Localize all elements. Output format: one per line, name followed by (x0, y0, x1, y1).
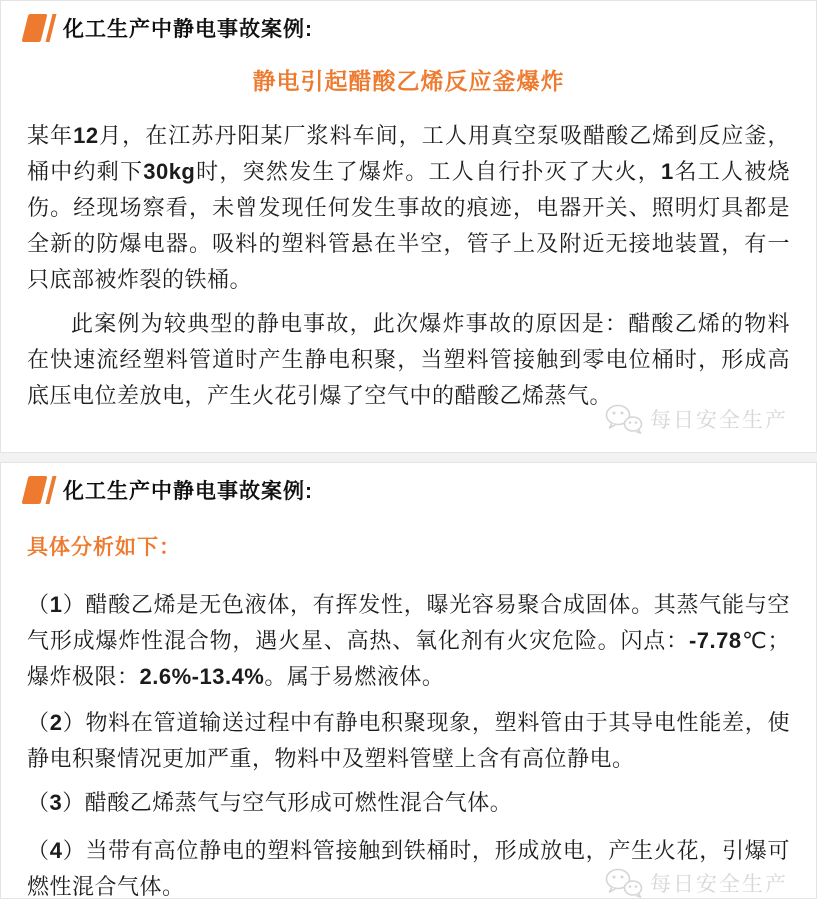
case-title: 静电引起醋酸乙烯反应釜爆炸 (252, 68, 565, 94)
watermark-label: 每日安全生产 (650, 409, 788, 432)
slide-1-header (27, 11, 790, 45)
case-paragraph-2: 此案例为较典型的静电事故，此次爆炸事故的原因是：醋酸乙烯的物料在快速流经塑料管道时产生静电积聚，当塑料管接触到零电位桶时，形成高底压电位差放电，产生火花引爆了空气中的醋酸乙烯蒸气。 (27, 311, 790, 408)
analysis-item-1: （1）醋酸乙烯是无色液体，有挥发性，曝光容易聚合成固体。其蒸气能与空气形成爆炸性混合物，遇火星、高热、氧化剂有火灾危险。闪点：-7.78℃；爆炸极限：2.6%-13.4%。属于易燃液体。 (27, 592, 790, 689)
slide-2-header (27, 473, 790, 507)
slash-bar-thin (46, 14, 57, 42)
slide-2-header-title: 化工生产中静电事故案例: (63, 480, 313, 503)
watermark-label: 每日安全生产 (650, 873, 788, 896)
analysis-item-2: （2）物料在管道输送过程中有静电积聚现象，塑料管由于其导电性能差，使静电积聚情况更加严重，物料中及塑料管壁上含有高位静电。 (27, 710, 790, 771)
watermark (603, 402, 788, 436)
analysis-item-4: （4）当带有高位静电的塑料管接触到铁桶时，形成放电，产生火花，引爆可燃性混合气体。 (27, 838, 790, 899)
orange-slash-icon (19, 473, 55, 507)
case-paragraph-1: 某年12月，在江苏丹阳某厂浆料车间，工人用真空泵吸醋酸乙烯到反应釜，桶中约剩下30kg时，突然发生了爆炸。工人自行扑灭了大火，1名工人被烧伤。经现场察看，未曾发现任何发生事故的痕迹，电器开关、照明灯具都是全新的防爆电器。吸料的塑料管悬在半空，管子上及附近无接地装置，有一只底部被炸裂的铁桶。 (27, 123, 790, 292)
slash-bar-thin (46, 476, 57, 504)
slide-1-header-title: 化工生产中静电事故案例: (63, 18, 313, 41)
analysis-item-3: （3）醋酸乙烯蒸气与空气形成可燃性混合气体。 (27, 790, 513, 815)
slash-bar-main (22, 14, 48, 42)
orange-slash-icon (19, 11, 55, 45)
wechat-icon (603, 866, 645, 899)
analysis-subtitle: 具体分析如下： (27, 536, 181, 559)
slide-2 (0, 462, 817, 899)
wechat-icon (603, 402, 645, 436)
watermark (603, 866, 788, 899)
slash-bar-main (22, 476, 48, 504)
